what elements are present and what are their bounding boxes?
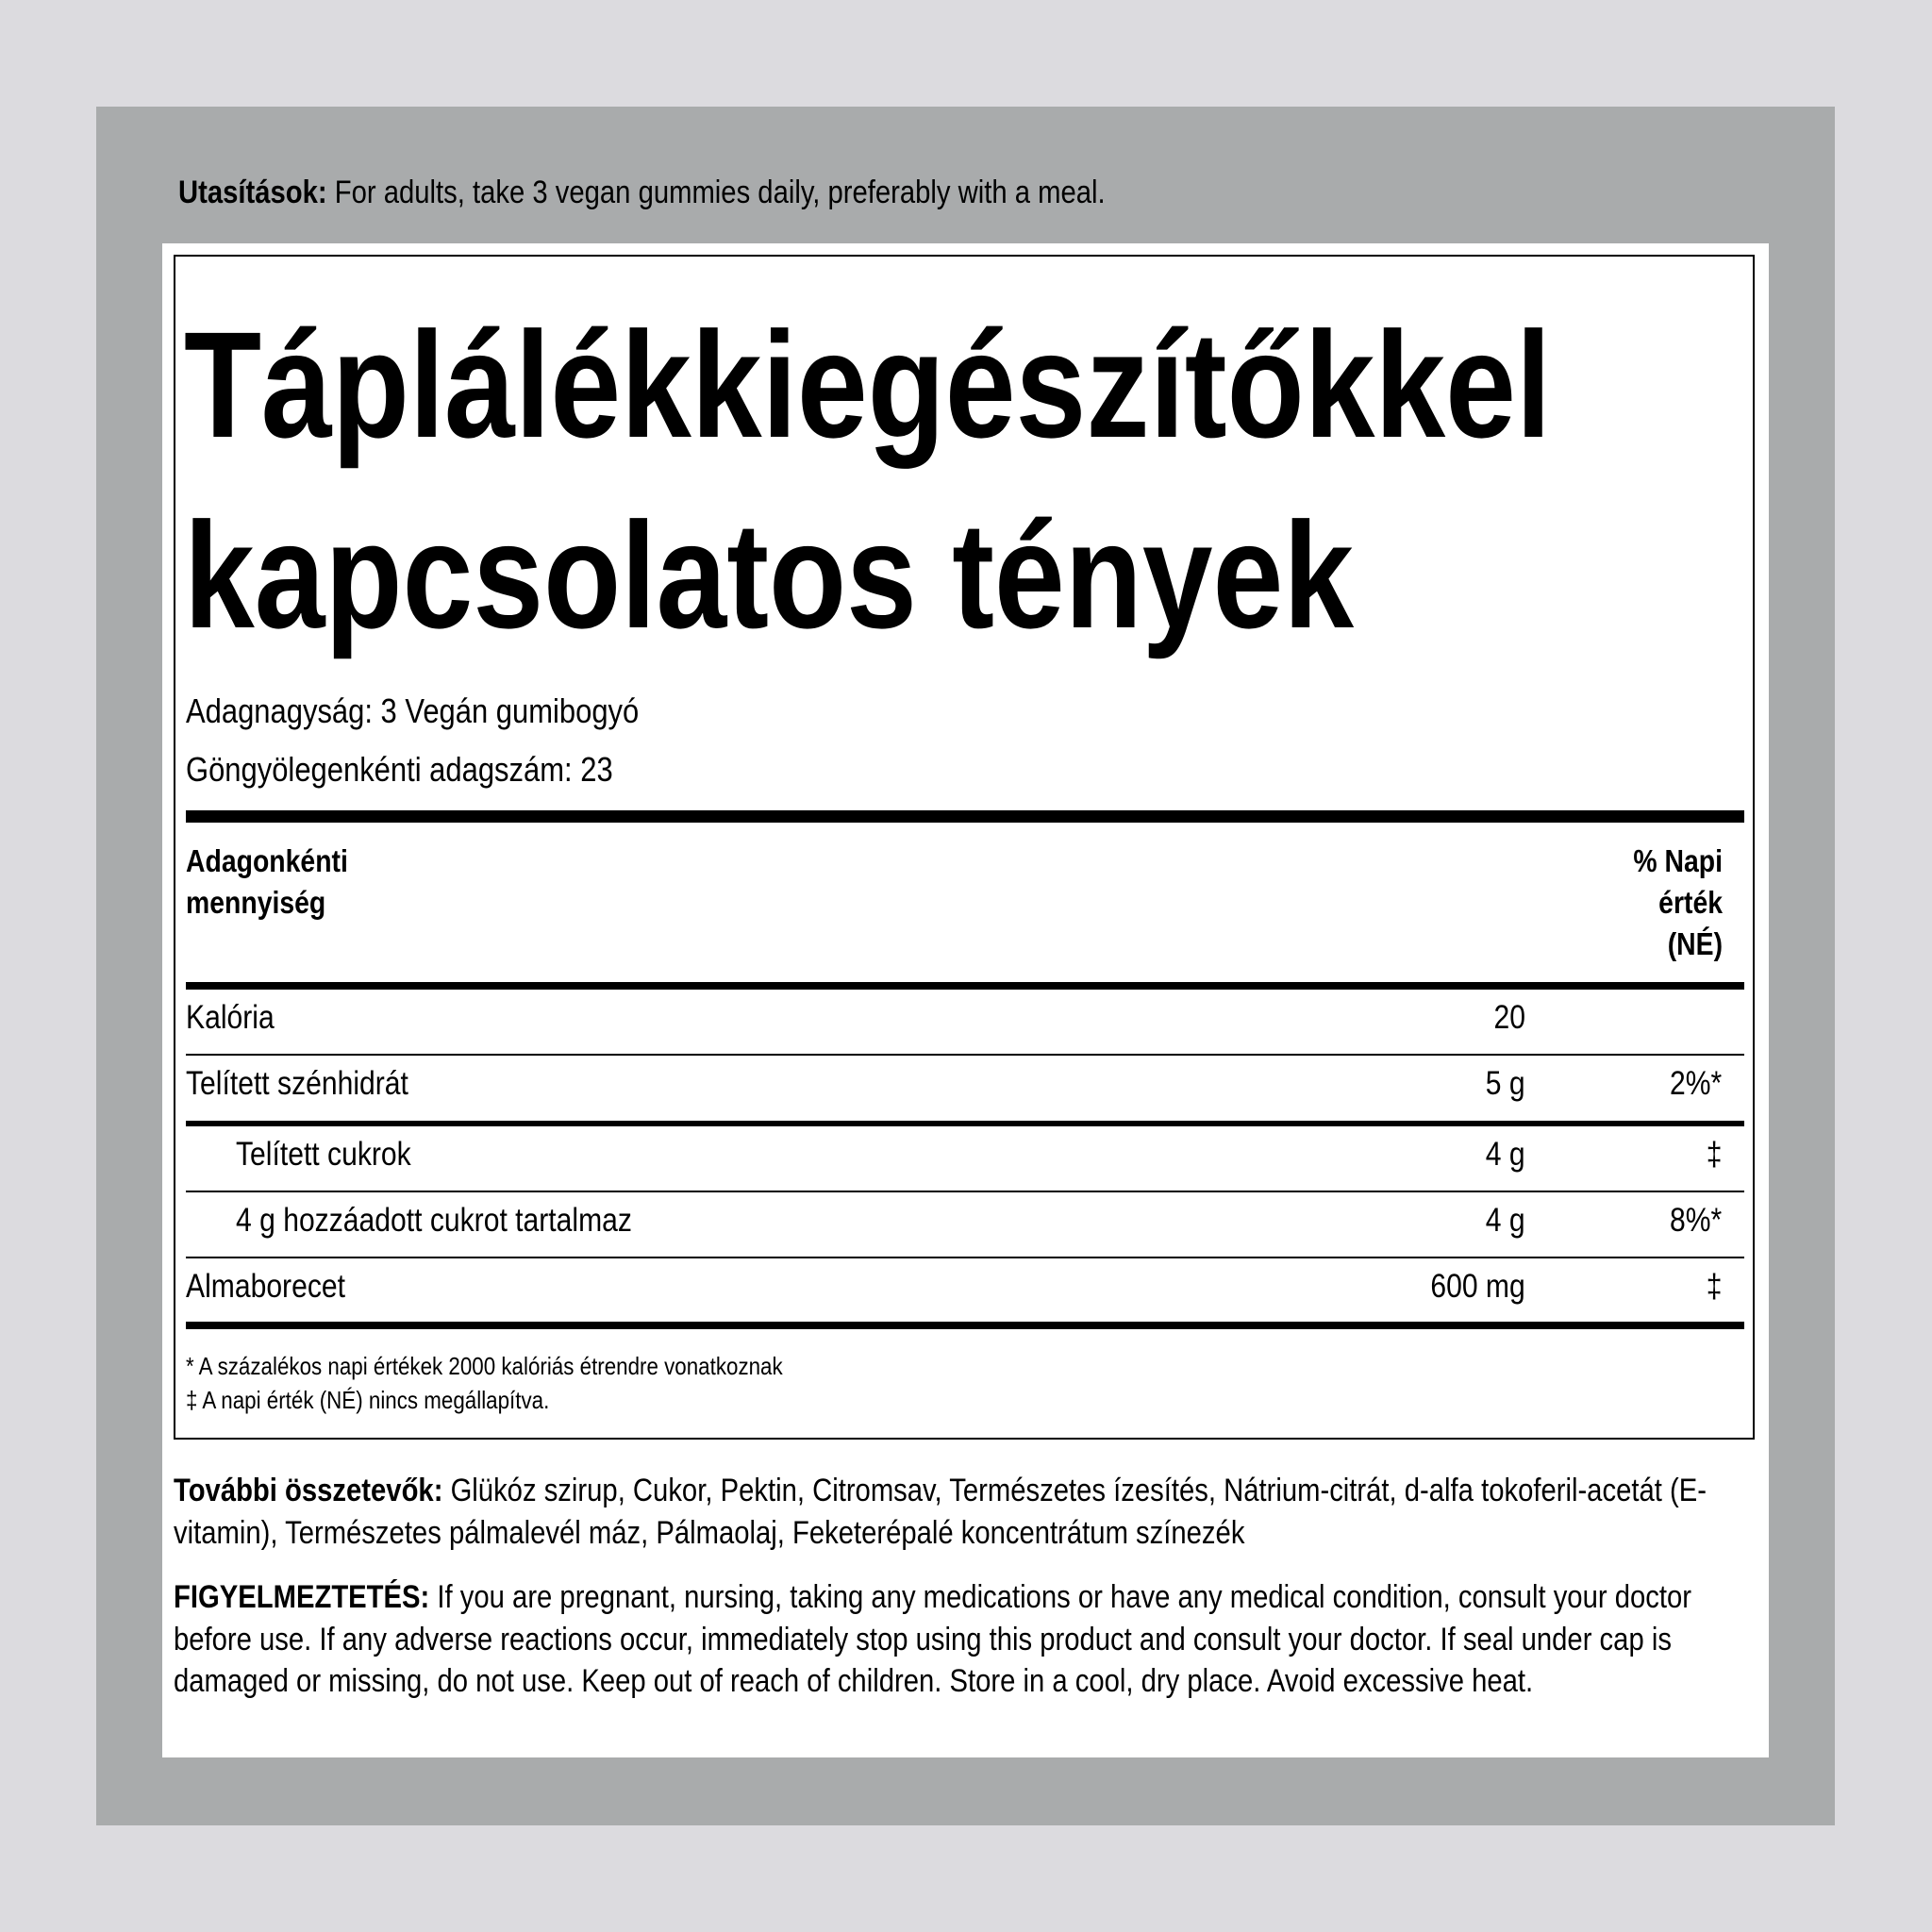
nutrient-amount: 4 g [1486,1136,1525,1173]
amount-header-line-2: mennyiség [186,885,326,920]
nutrient-daily-value: 2%* [1669,1065,1722,1102]
other-ingredients-text: Glükóz szirup, Cukor, Pektin, Citromsav, Természetes ízesítés, Nátrium-citrát, d-alfa tokoferil-acetát (E-vitamin), Természetes pálmalevél máz, Pálmaolaj, Feketerépalé koncentrátum színezék [174,1473,1707,1551]
facts-title-line-2: kapcsolatos tények [184,491,1355,659]
nutrient-name: 4 g hozzáadott cukrot tartalmaz [236,1202,632,1239]
dv-header-line-1: % Napi [1633,843,1723,878]
other-ingredients-label: További összetevők: [174,1473,443,1508]
nutrient-amount: 5 g [1486,1065,1525,1102]
row-divider [186,1257,1744,1258]
amount-per-serving-header [186,841,348,924]
serving-size: Adagnagyság: 3 Vegán gumibogyó [186,691,640,730]
nutrient-name: Kalória [186,999,275,1036]
warning-text: If you are pregnant, nursing, taking any medications or have any medical condition, consult your doctor before use. If any adverse reactions occur, immediately stop using this product and consult your doctor. If seal under cap is damaged or missing, do not use. Keep out of reach of children. Store in a cool, dry place. Avoid excessive heat. [174,1579,1691,1699]
directions-body: For adults, take 3 vegan gummies daily, preferably with a meal. [326,175,1106,210]
nutrient-amount: 4 g [1486,1202,1525,1239]
directions-text [178,172,1106,213]
nutrient-amount: 600 mg [1430,1268,1525,1305]
nutrient-name: Telített cukrok [236,1136,411,1173]
other-ingredients [174,1470,1747,1554]
nutrient-row [186,1198,1744,1243]
servings-per-container: Göngyölegenkénti adagszám: 23 [186,750,613,789]
row-divider [186,1054,1744,1056]
nutrient-amount: 20 [1493,999,1525,1036]
daily-value-header [1633,841,1723,965]
nutrient-name: Almaborecet [186,1268,345,1305]
nutrient-daily-value: 8%* [1669,1202,1722,1239]
warning-label: FIGYELMEZTETÉS: [174,1579,430,1615]
nutrient-name: Telített szénhidrát [186,1065,408,1102]
directions-label: Utasítások: [178,175,327,210]
nutrient-row [186,995,1744,1041]
nutrient-row [186,1264,1744,1309]
thick-divider [186,810,1744,823]
nutrient-row [186,1132,1744,1177]
nutrient-daily-value: ‡ [1706,1136,1722,1173]
nutrient-row [186,1061,1744,1107]
facts-title-line-1: Táplálékkiegészítőkkel [184,300,1552,469]
row-divider [186,1121,1744,1126]
nutrient-daily-value: ‡ [1706,1268,1722,1305]
dv-header-line-2: érték [1658,885,1723,920]
footnote-dv-not-established: ‡ A napi érték (NÉ) nincs megállapítva. [186,1386,550,1414]
dv-header-line-3: (NÉ) [1667,926,1723,961]
footnote-percent-daily-value: * A százalékos napi értékek 2000 kalóriás étrendre vonatkoznak [186,1352,783,1380]
row-divider [186,1191,1744,1192]
bottom-divider [186,1322,1744,1329]
amount-header-line-1: Adagonkénti [186,843,348,878]
warning [174,1576,1747,1703]
header-divider [186,982,1744,990]
